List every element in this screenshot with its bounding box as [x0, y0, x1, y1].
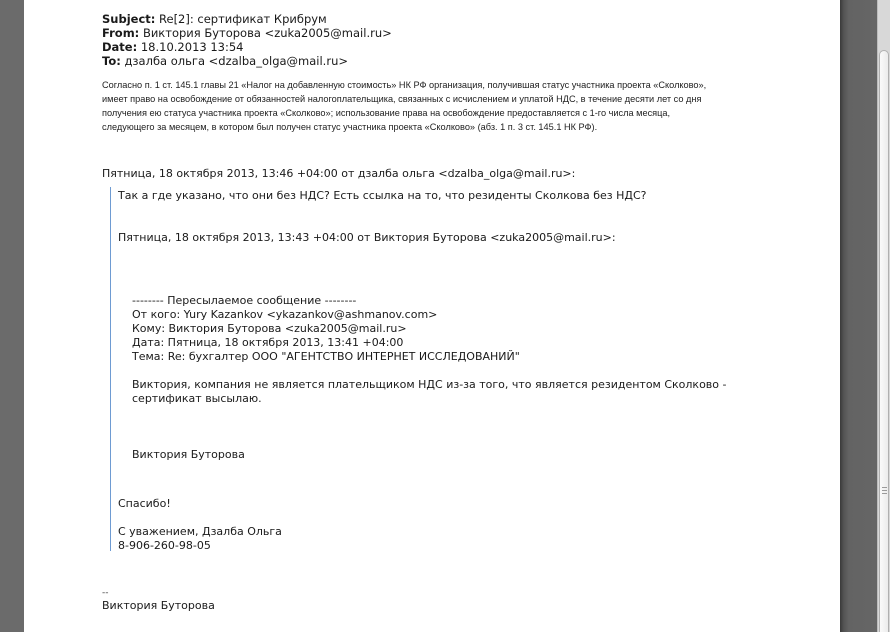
forward-body-line: Виктория, компания не является плательщиком НДС из-за того, что является резидентом Сколково -: [132, 378, 727, 391]
quoted-message: [110, 187, 818, 551]
date-label: Date:: [102, 40, 138, 54]
email-page: [24, 0, 840, 632]
subject-line: [102, 12, 832, 26]
to-value: дзалба ольга <dzalba_olga@mail.ru>: [124, 54, 348, 68]
forward-to: Кому: Виктория Буторова <zuka2005@mail.ru>: [132, 322, 407, 335]
quoted-thanks: Спасибо!: [118, 497, 171, 510]
legal-notice: [102, 78, 762, 134]
signature-dash: --: [102, 588, 109, 598]
forward-subject: Тема: Re: бухгалтер ООО "АГЕНТСТВО ИНТЕРНЕТ ИССЛЕДОВАНИЙ": [132, 350, 520, 363]
from-line: [102, 26, 832, 40]
date-line: [102, 40, 832, 54]
to-line: [102, 54, 832, 68]
forward-body-line: сертификат высылаю.: [132, 392, 262, 405]
quoted-phone: 8-906-260-98-05: [118, 539, 211, 552]
scrollbar-grip-icon: [882, 487, 887, 496]
forward-from: От кого: Yury Kazankov <ykazankov@ashmanov.com>: [132, 308, 438, 321]
date-value: 18.10.2013 13:54: [140, 40, 244, 54]
email-content: [102, 12, 832, 612]
from-value: Виктория Буторова <zuka2005@mail.ru>: [142, 26, 392, 40]
vertical-scrollbar[interactable]: [877, 0, 890, 632]
forward-signature: Виктория Буторова: [132, 448, 245, 461]
email-signature: [102, 587, 215, 613]
notice-line: имеет право на освобождение от обязанностей налогоплательщика, связанных с исчислением и уплатой НДС, в течение десяти лет со дня: [102, 94, 702, 104]
quoted-question: Так а где указано, что они без НДС? Есть ссылка на то, что резиденты Сколкова без НДС?: [118, 189, 647, 202]
to-label: To:: [102, 54, 121, 68]
notice-line: Согласно п. 1 ст. 145.1 главы 21 «Налог на добавленную стоимость» НК РФ организация, получившая статус участника проекта «Сколково»,: [102, 80, 707, 90]
forward-separator: -------- Пересылаемое сообщение --------: [132, 294, 357, 307]
notice-line: следующего за месяцем, в котором был получен статус участника проекта «Сколково» (абз. 1 п. 3 ст. 145.1 НК РФ).: [102, 122, 598, 132]
subject-label: Subject:: [102, 12, 156, 26]
email-header: [102, 12, 832, 68]
subject-value: Re[2]: сертификат Крибрум: [159, 12, 327, 26]
reply-header: Пятница, 18 октября 2013, 13:46 +04:00 от дзалба ольга <dzalba_olga@mail.ru>:: [102, 167, 576, 180]
notice-line: получения ею статуса участника проекта «Сколково»; использование права на освобождение предоставляется с 1-го числа месяца,: [102, 108, 671, 118]
signature-name: Виктория Буторова: [102, 599, 215, 612]
scrollbar-thumb[interactable]: [879, 50, 889, 632]
forward-date: Дата: Пятница, 18 октября 2013, 13:41 +04:00: [132, 336, 404, 349]
from-label: From:: [102, 26, 140, 40]
left-gutter: [0, 0, 24, 632]
right-gutter: [840, 0, 877, 632]
inner-reply-header: Пятница, 18 октября 2013, 13:43 +04:00 от Виктория Буторова <zuka2005@mail.ru>:: [118, 231, 616, 244]
quoted-regards: С уважением, Дзалба Ольга: [118, 525, 282, 538]
